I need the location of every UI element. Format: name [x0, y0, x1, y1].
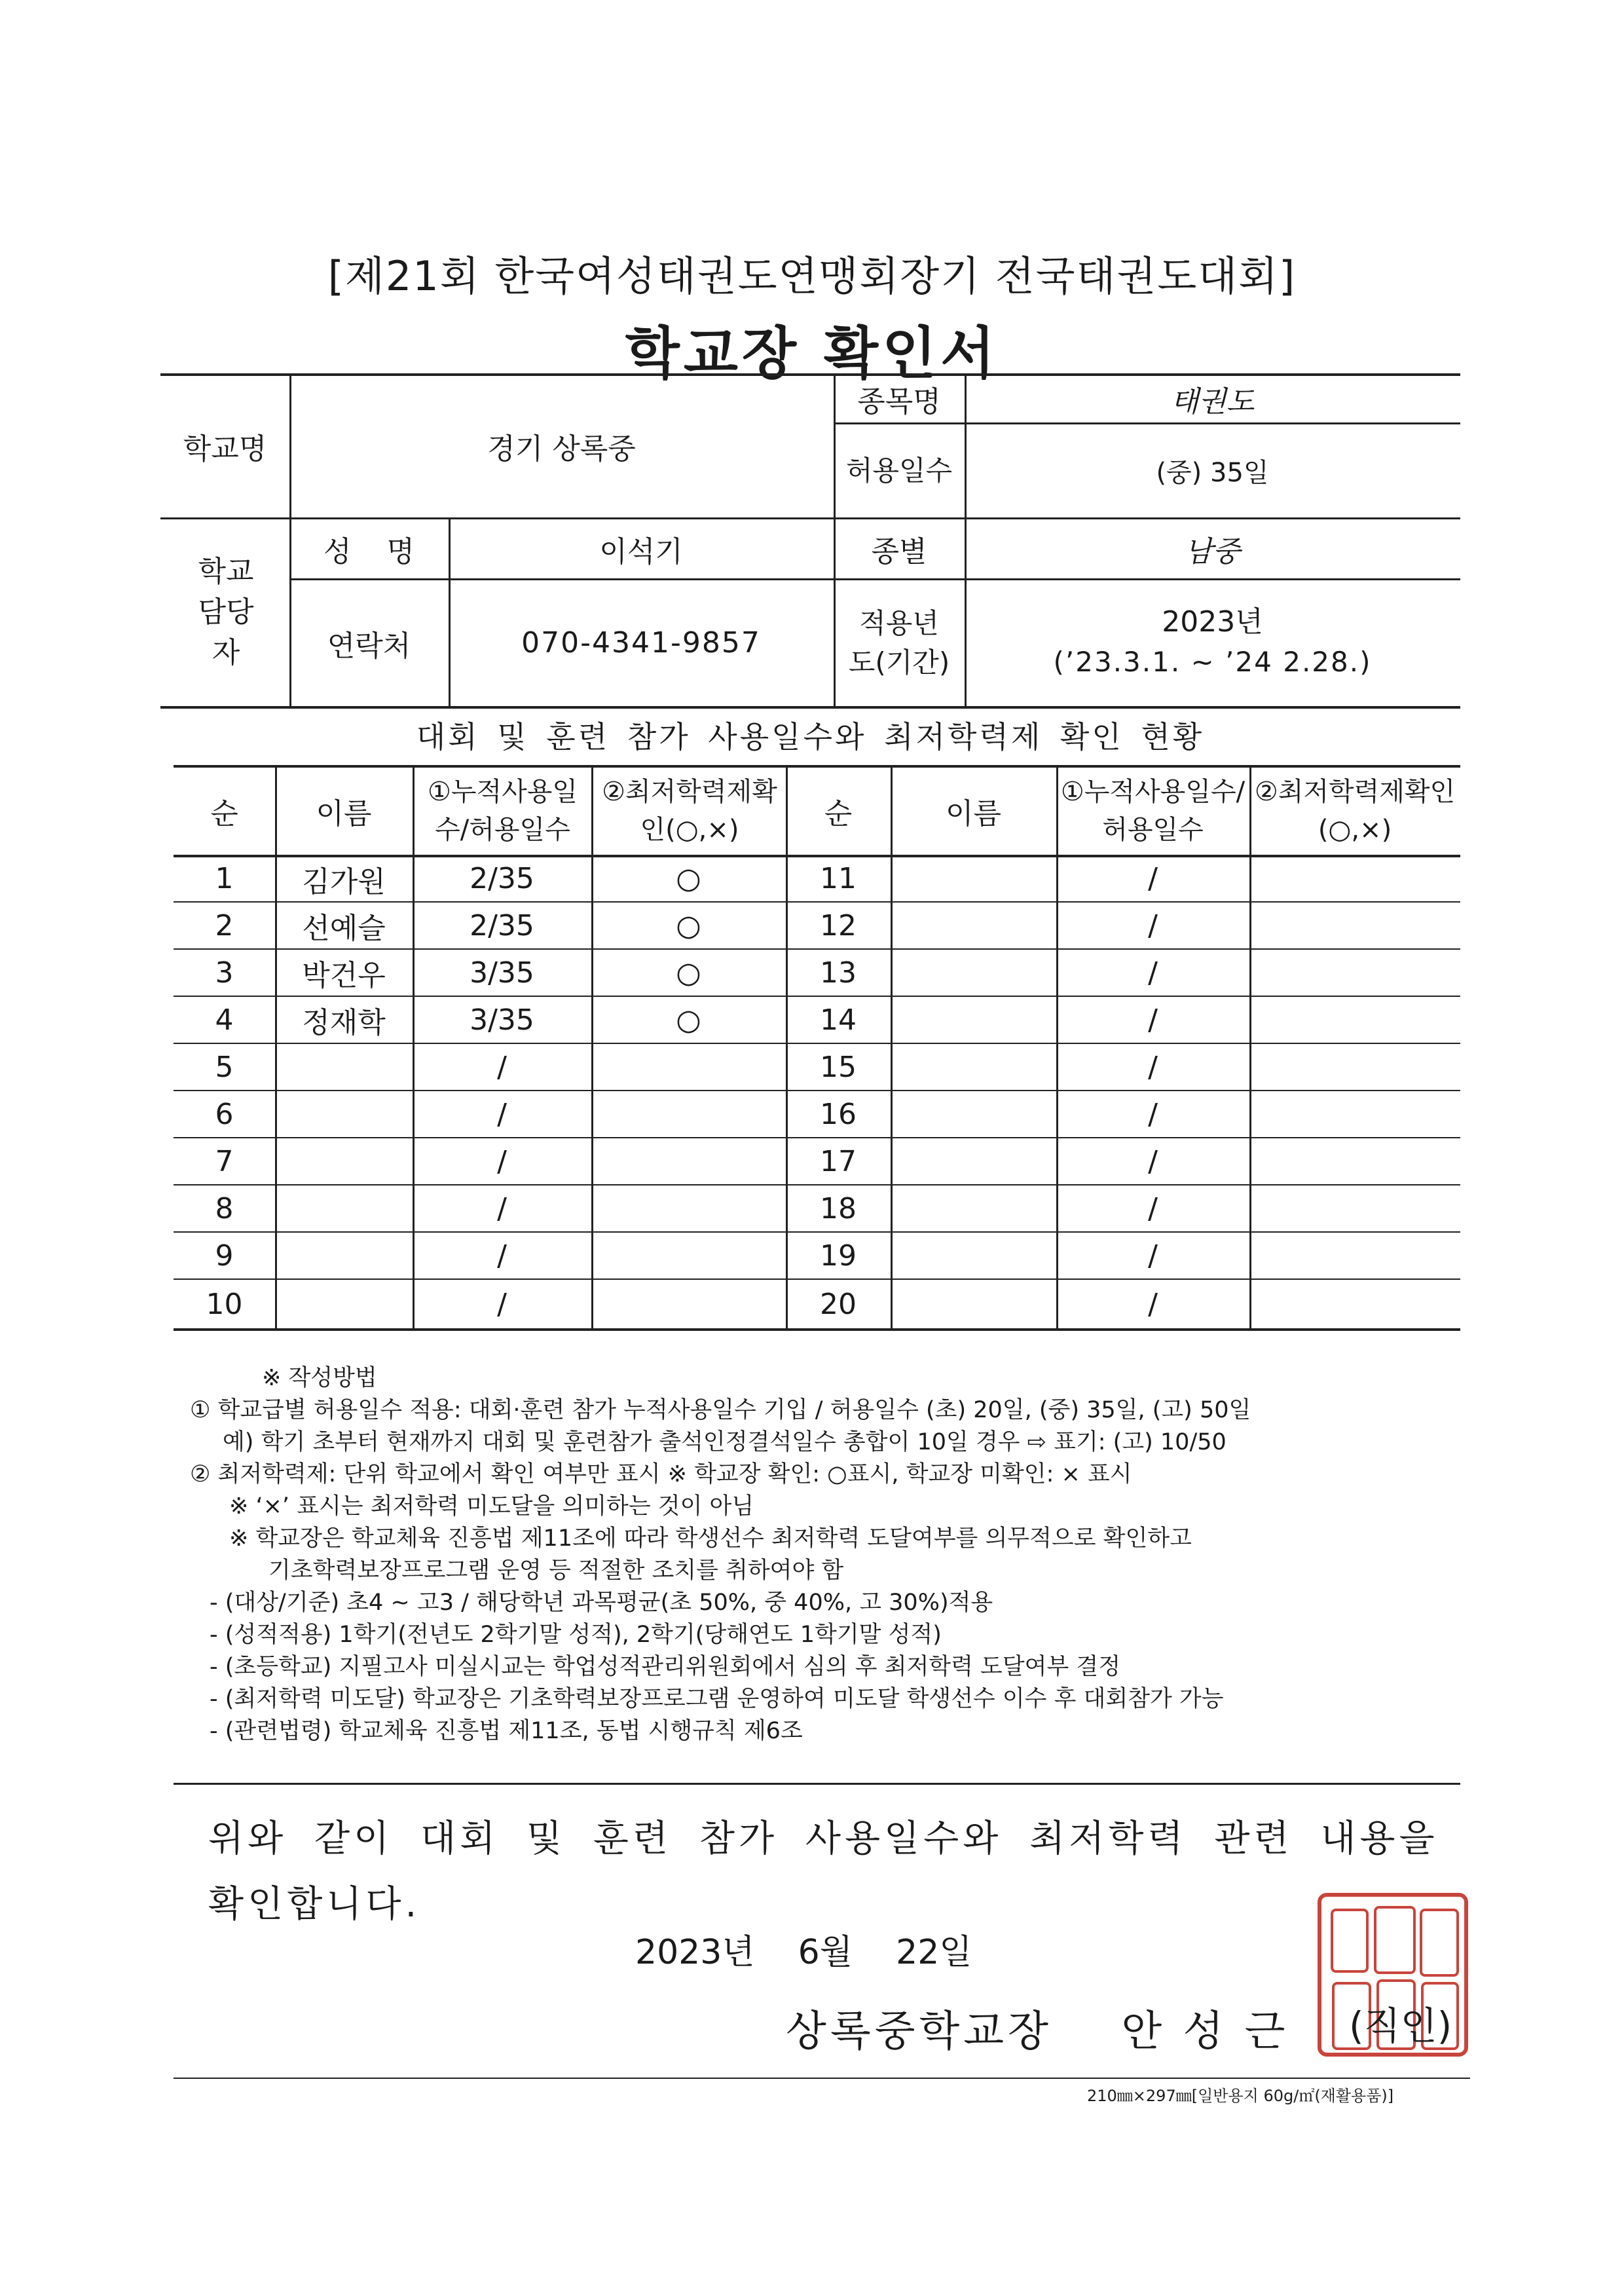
table-row-name — [891, 997, 1056, 1043]
table-row-name — [891, 1280, 1056, 1328]
contact-value: 070-4341-9857 — [521, 626, 761, 660]
table-row-seq: 10 — [206, 1287, 243, 1321]
table-row-seq: 4 — [215, 1003, 234, 1037]
category-value: 남중 — [1184, 534, 1240, 569]
table-row-seq: 5 — [215, 1050, 234, 1084]
note-1-example: 예) 학기 초부터 현재까지 대회 및 훈련참가 출석인정결석일수 총합이 10일 경우 ⇨ 표기: (고) 10/50 — [223, 1429, 1227, 1455]
table-row-seq: 17 — [820, 1144, 857, 1178]
contact-label: 연락처 — [327, 629, 411, 663]
table-row-check: ○ — [676, 1003, 701, 1037]
detail-4: - (최저학력 미도달) 학교장은 기초학력보장프로그램 운영하여 미도달 학생선수 이수 후 대회참가 가능 — [210, 1686, 1224, 1712]
table-row-days: / — [497, 1050, 507, 1084]
table-row-days: / — [1148, 908, 1158, 942]
school-value: 경기 상록중 — [487, 432, 636, 466]
table-row-name — [275, 1044, 413, 1090]
confirmation-date — [635, 1924, 972, 1973]
document-title: 학교장 확인서 — [625, 321, 999, 386]
year-label: 적용년도(기간) — [848, 606, 950, 679]
table-row-name — [891, 1185, 1056, 1231]
event-value: 태권도 — [1170, 384, 1255, 419]
table-row-check — [1249, 1233, 1460, 1278]
notes-heading: ※ 작성방법 — [262, 1365, 377, 1391]
table-row-days: / — [1148, 1144, 1158, 1178]
table-row-seq: 20 — [820, 1287, 857, 1321]
table-row-days: / — [1148, 1239, 1158, 1273]
year-value: 2023년 — [1162, 605, 1263, 639]
table-row-check — [1249, 1280, 1460, 1328]
header-days-right: ①누적사용일수/허용일수 — [1060, 776, 1246, 845]
note-2-b-cont: 기초학력보장프로그램 운영 등 적절한 조치를 취하여야 함 — [268, 1558, 844, 1584]
school-label: 학교명 — [183, 432, 267, 466]
table-row-name: 박건우 — [302, 959, 386, 992]
table-row-seq: 2 — [215, 908, 234, 942]
table-row-days: / — [497, 1239, 507, 1273]
table-row-check — [1249, 1138, 1460, 1184]
table-row-check: ○ — [676, 908, 701, 942]
table-row-seq: 13 — [820, 956, 857, 990]
table-row-name: 김가원 — [302, 865, 386, 899]
table-row-name — [891, 1233, 1056, 1278]
table-row-name — [275, 1280, 413, 1328]
table-row-seq: 15 — [820, 1050, 857, 1084]
table-row-days: / — [1148, 1050, 1158, 1084]
table-row-check — [591, 1091, 786, 1137]
note-2-b: ※ 학교장은 학교체육 진흥법 제11조에 따라 학생선수 최저학력 도달여부를 의무적으로 확인하고 — [229, 1525, 1192, 1552]
detail-3: - (초등학교) 지필고사 미실시교는 학업성적관리위원회에서 심의 후 최저학력 도달여부 결정 — [210, 1654, 1121, 1680]
table-row-check — [1249, 903, 1460, 948]
table-row-check — [1249, 997, 1460, 1043]
table-row-name — [275, 1233, 413, 1278]
table-row-days: 2/35 — [470, 862, 534, 895]
paper-spec: 210㎜×297㎜[일반용지 60g/㎡(재활용품)] — [1087, 2087, 1394, 2105]
table-row-seq: 9 — [215, 1239, 234, 1273]
signer — [786, 1998, 1289, 2058]
header-seq-left: 순 — [210, 796, 238, 830]
table-row-check — [1249, 950, 1460, 996]
table-row-check — [591, 1138, 786, 1184]
header-name-right: 이름 — [945, 796, 1001, 830]
table-row-seq: 16 — [820, 1097, 857, 1131]
table-row-seq: 6 — [215, 1097, 234, 1131]
table-row-seq: 8 — [215, 1191, 234, 1225]
usage-table-title: 대회 및 훈련 참가 사용일수와 최저학력제 확인 현황 — [416, 719, 1205, 755]
table-row-seq: 11 — [820, 862, 857, 895]
date-text: 2023년 6월 22일 — [635, 1933, 972, 1972]
table-row-name — [891, 1044, 1056, 1090]
note-2: ② 최저학력제: 단위 학교에서 확인 여부만 표시 ※ 학교장 확인: ○표시, 학교장 미확인: × 표시 — [190, 1461, 1132, 1487]
seal-label: (직인) — [1349, 2004, 1452, 2048]
table-row-days: / — [1148, 1287, 1158, 1321]
table-row-days: 2/35 — [470, 908, 534, 942]
table-row-days: / — [1148, 862, 1158, 895]
table-row-seq: 1 — [215, 862, 234, 895]
table-row-seq: 7 — [215, 1144, 234, 1178]
header-check-right: ②최저학력제확인(○,×) — [1254, 776, 1456, 845]
table-row-seq: 14 — [820, 1003, 857, 1037]
table-row-seq: 3 — [215, 956, 234, 990]
table-row-check: ○ — [676, 862, 701, 895]
period-value: (’23.3.1. ~ ’24 2.28.) — [1053, 645, 1372, 678]
header-check-left: ②최저학력제확인(○,×) — [602, 776, 777, 845]
note-2-a: ※ ‘×’ 표시는 최저학력 미도달을 의미하는 것이 아님 — [229, 1493, 754, 1520]
event-label: 종목명 — [857, 384, 941, 419]
writing-instructions — [190, 1362, 1500, 1747]
table-row-check — [1249, 1044, 1460, 1090]
table-row-days: / — [497, 1191, 507, 1225]
table-row-seq: 18 — [820, 1191, 857, 1225]
table-row-check — [591, 1280, 786, 1328]
table-row-check — [591, 1044, 786, 1090]
detail-1: - (대상/기준) 초4 ~ 고3 / 해당학년 과목평균(초 50%, 중 40%, 고 30%)적용 — [210, 1590, 993, 1616]
note-1: ① 학교급별 허용일수 적용: 대회·훈련 참가 누적사용일수 기입 / 허용일수 (초) 20일, (중) 35일, (고) 50일 — [190, 1397, 1251, 1423]
table-row-days: / — [497, 1097, 507, 1131]
table-row-check — [1249, 1185, 1460, 1231]
competition-title: [제21회 한국여성태권도연맹회장기 전국태권도대회] — [327, 252, 1297, 300]
allowed-days-value: (중) 35일 — [1156, 458, 1269, 488]
table-row-name — [275, 1091, 413, 1137]
table-row-days: / — [1148, 956, 1158, 990]
table-row-name — [891, 950, 1056, 996]
name-value: 이석기 — [599, 534, 683, 569]
table-row-name — [275, 1185, 413, 1231]
signer-text: 상록중학교장 안 성 근 — [786, 2007, 1289, 2056]
category-label: 종별 — [871, 534, 927, 569]
header-seq-right: 순 — [824, 796, 853, 830]
table-row-name — [891, 856, 1056, 901]
table-row-name — [275, 1138, 413, 1184]
detail-5: - (관련법령) 학교체육 진흥법 제11조, 동법 시행규칙 제6조 — [210, 1718, 803, 1744]
divider — [174, 1783, 1460, 1785]
header-days-left: ①누적사용일수/허용일수 — [427, 776, 578, 845]
manager-label: 학교담당자 — [198, 555, 254, 669]
table-row-check — [591, 1185, 786, 1231]
name-label: 성 명 — [323, 534, 415, 569]
detail-2: - (성적적용) 1학기(전년도 2학기말 성적), 2학기(당해연도 1학기말 성적) — [210, 1622, 942, 1648]
table-row-name — [891, 1091, 1056, 1137]
table-row-name: 정재학 — [302, 1006, 386, 1039]
table-row-check — [591, 1233, 786, 1278]
table-row-name — [891, 1138, 1056, 1184]
table-row-check: ○ — [676, 956, 701, 990]
footer-rule — [174, 2078, 1470, 2079]
table-row-name: 선예슬 — [302, 912, 386, 945]
table-row-name — [891, 903, 1056, 948]
confirmation-text: 위와 같이 대회 및 훈련 참가 사용일수와 최저학력 관련 내용을 확인합니다. — [208, 1818, 1439, 1926]
table-row-days: / — [1148, 1003, 1158, 1037]
table-row-days: / — [497, 1287, 507, 1321]
table-row-seq: 12 — [820, 908, 857, 942]
table-row-days: 3/35 — [470, 956, 534, 990]
allowed-days-label: 허용일수 — [845, 454, 953, 487]
table-row-days: 3/35 — [470, 1003, 534, 1037]
table-row-check — [1249, 1091, 1460, 1137]
table-row-check — [1249, 856, 1460, 901]
table-row-seq: 19 — [820, 1239, 857, 1273]
table-row-days: / — [497, 1144, 507, 1178]
table-row-days: / — [1148, 1191, 1158, 1225]
table-row-days: / — [1148, 1097, 1158, 1131]
header-name-left: 이름 — [316, 796, 372, 830]
